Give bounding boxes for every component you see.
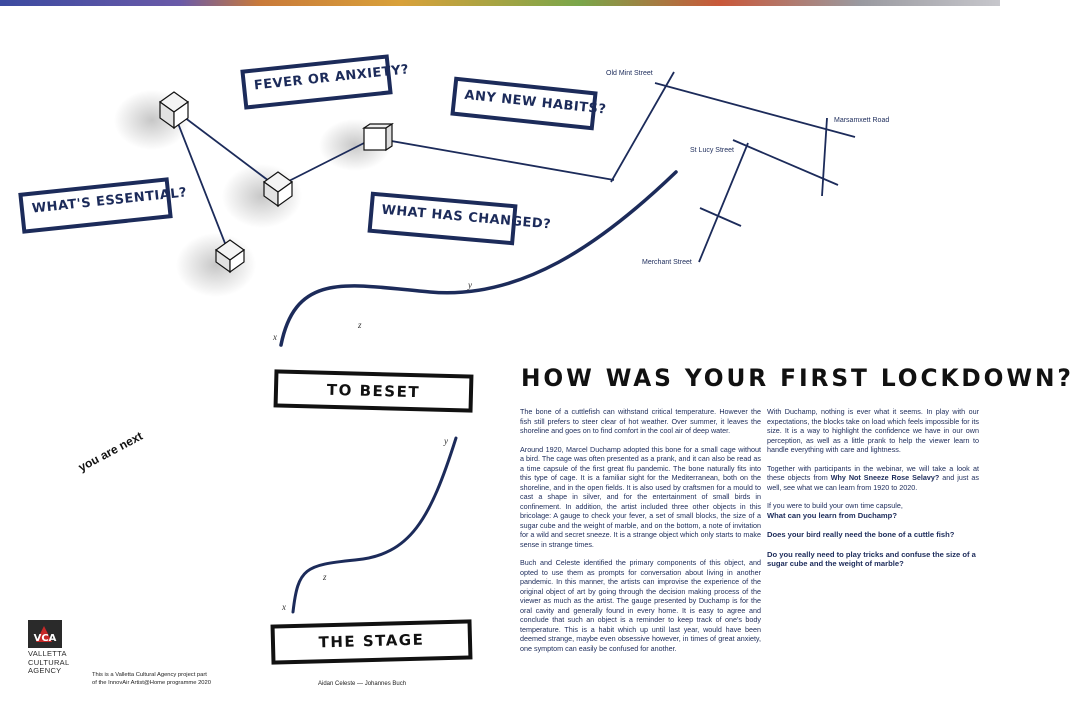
project-note-line: of the InnovAir Artist@Home programme 2020: [92, 679, 211, 686]
paragraph-text: Together with participants in the webinar, we will take a look at these objects from: [767, 463, 979, 482]
paragraph: The bone of a cuttlefish can withstand critical temperature. However the fish still prefers to steer clear of hot weather. Over summer, it leaves the shoreline and goes on to find comfort in the cool air of deep water.: [520, 407, 761, 435]
cube-shadow: [176, 233, 256, 297]
body-column-2: [767, 407, 979, 579]
question-duchamp: What can you learn from Duchamp?: [767, 510, 897, 520]
axis-label-x: x: [282, 602, 286, 612]
paragraph: Around 1920, Marcel Duchamp adopted this bone for a small cage without a bird. The cage was often presented as a prank, and it can also be read as a time capsule of the first great flu pandemic. The bone naturally fits into this type of cage. It is a familiar sight for the Mediterranean, both on the shoreline, and in the open fields. It is also used by craftsmen for a mould to cast a shape in silver, and for the entertainment of small birds in confinement. In addition, the artist included three other objects in this bricolage: A gauge to check your fever, a set of small blocks, the size of a sugar cube and the weight of marble, and on the bottom, a note of invitation for a wild and secret sneeze. It is a strange object which only starts to make sense in strange times.: [520, 444, 761, 549]
page-title: HOW WAS YOUR FIRST LOCKDOWN?: [521, 364, 1074, 392]
map-street-st-lucy: [699, 143, 748, 262]
connector-line: [374, 138, 614, 180]
you-are-next-text: you are next: [76, 428, 145, 475]
street-label-st-lucy: St Lucy Street: [690, 147, 734, 154]
map-street-cross: [733, 140, 838, 185]
axis-label-z: z: [358, 320, 362, 330]
logo-line: VALLETTA: [28, 649, 67, 658]
map-street-marsamxett-2: [822, 118, 827, 196]
paragraph: [767, 464, 979, 493]
question-sugar-cube: Do you really need to play tricks and confuse the size of a sugar cube and the weight of marble?: [767, 549, 976, 568]
axis-label-x: x: [273, 332, 277, 342]
question-bird-bone: Does your bird really need the bone of a cuttle fish?: [767, 530, 955, 539]
axis-label-y: y: [468, 280, 472, 290]
sugar-cube: [364, 124, 392, 150]
axis-label-y: y: [444, 436, 448, 446]
label-to-beset: TO BESET: [274, 369, 474, 412]
upper-curve: [281, 172, 676, 345]
axis-label-z: z: [323, 572, 327, 582]
label-the-stage: THE STAGE: [271, 619, 473, 664]
logo-wordmark: [28, 650, 69, 676]
street-label-merchant: Merchant Street: [642, 259, 692, 266]
question-new-habits: ANY NEW HABITS?: [450, 77, 597, 131]
logo-line: CULTURAL: [28, 657, 70, 667]
logo-mark-text: VCA: [33, 633, 57, 644]
street-label-old-mint: Old Mint Street: [606, 70, 653, 77]
body-column-1: [520, 407, 761, 662]
question-what-changed: WHAT HAS CHANGED?: [367, 192, 517, 246]
map-street-marsamxett: [655, 83, 855, 137]
question-fever-anxiety: FEVER OR ANXIETY?: [240, 54, 392, 109]
lower-curve: [293, 438, 456, 612]
project-note-line: This is a Valletta Cultural Agency project part: [92, 672, 207, 678]
logo-line: AGENCY: [28, 666, 62, 675]
paragraph-text: and just as well, see what we can learn from 1920 to 2020.: [767, 473, 979, 492]
capsule-prompt: If you were to build your own time capsule,: [767, 501, 903, 510]
artist-credits: Aidan Celeste — Johannes Buch: [318, 681, 407, 687]
artwork-title: Why Not Sneeze Rose Selavy?: [830, 473, 940, 482]
vca-logo-mark: [28, 620, 62, 648]
paragraph: Buch and Celeste identified the primary components of this object, and opted to use them as prompts for conversation about living in another pandemic. In this manner, the artists can improvise the experience of the original object of art by going through the decision making process of the viewer as much as the artist. The gauge presented by Duchamp is for the oral cavity and generally found in every home. It is easy to agree and conclude that such an object is a reminder to keep track of one's body temperature. This is a habit which up until last year, would have been deemed strange, maybe even obsessive however, in times of great anxiety, one symptom can easily be confused for another.: [520, 558, 761, 653]
vca-logo: [28, 620, 62, 648]
map-street-old-mint: [611, 72, 674, 182]
paragraph: With Duchamp, nothing is ever what it seems. In play with our expectations, the blocks take on load which feels impossible for its size. It is a way to highlight the confidence we have in our own perception, as well as a little prank to help the viewer learn to handle everything with care and lightness.: [767, 407, 979, 454]
question-essential: WHAT'S ESSENTIAL?: [18, 177, 172, 234]
project-note: [92, 672, 211, 687]
street-label-marsamxett: Marsamxett Road: [834, 117, 890, 124]
